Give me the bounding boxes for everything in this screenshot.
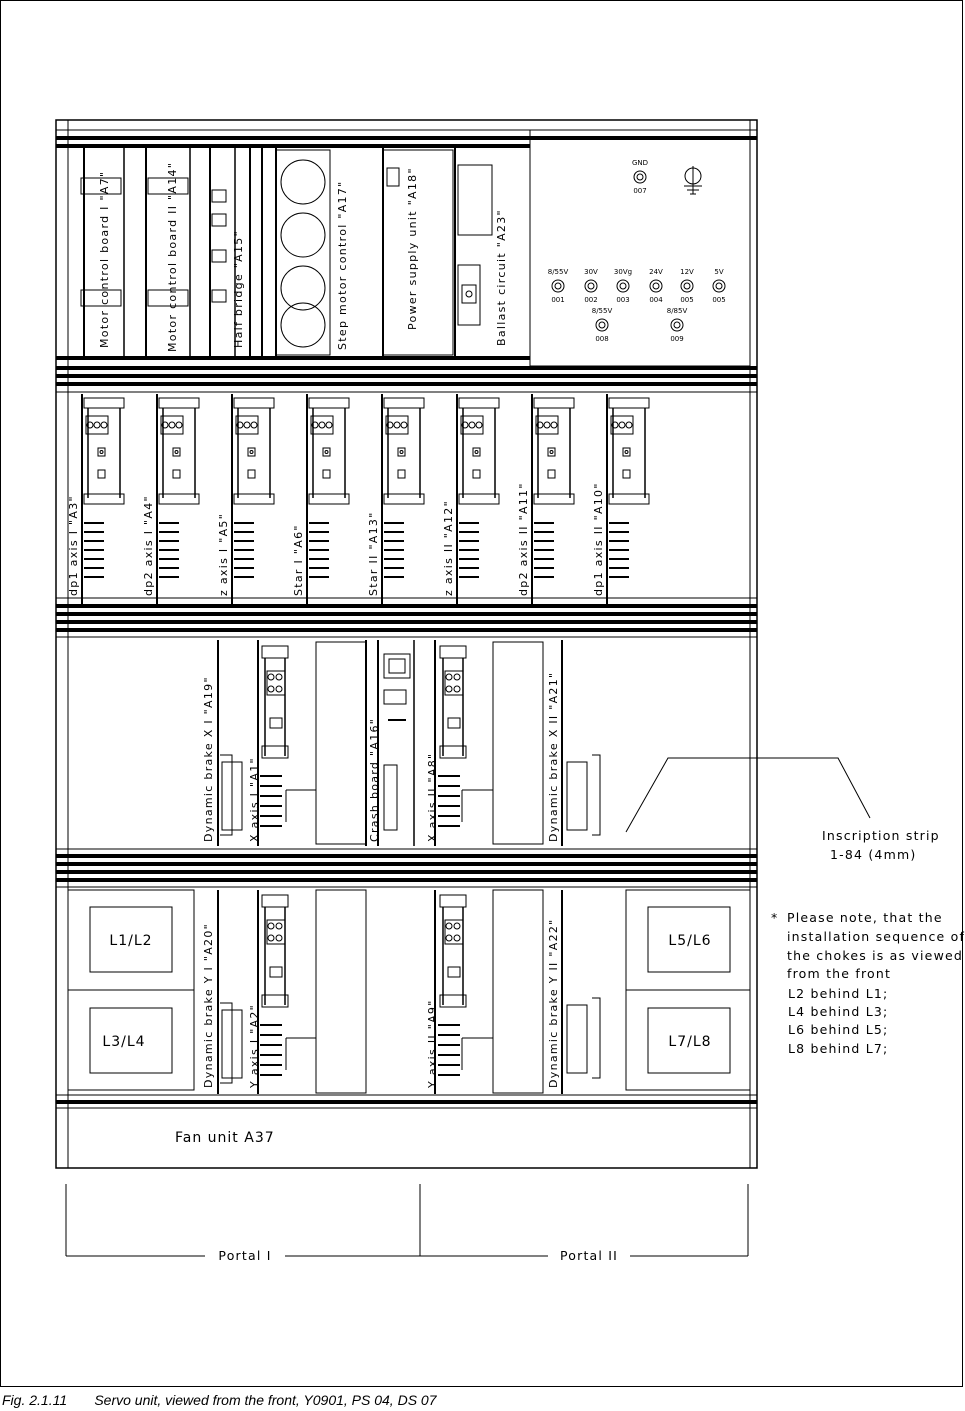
note-line: the chokes is as viewed xyxy=(787,948,964,963)
socket-code: 005 xyxy=(680,296,694,304)
portal-1-label: Portal I xyxy=(218,1248,272,1263)
socket-voltage: 12V xyxy=(680,268,694,276)
axis-card xyxy=(84,398,124,577)
label-half-bridge: Half bridge "A15" xyxy=(232,230,245,348)
label-step-motor: Step motor control "A17" xyxy=(336,180,349,350)
label-motor-board-1: Motor control board I "A7" xyxy=(98,170,111,348)
card-label: z axis II "A12" xyxy=(442,500,455,596)
label-brake-x1: Dynamic brake X I "A19" xyxy=(202,676,215,842)
axis-card xyxy=(159,398,199,577)
socket-icon xyxy=(650,280,662,292)
socket-code: 005 xyxy=(712,296,726,304)
inscription-line1: Inscription strip xyxy=(822,828,940,843)
socket-voltage: 30V xyxy=(584,268,598,276)
axis-card xyxy=(234,398,274,577)
card-label: dp1 axis I "A3" xyxy=(67,495,80,596)
figure-caption: Fig. 2.1.11 Servo unit, viewed from the front, Y0901, PS 04, DS 07 xyxy=(2,1392,437,1408)
axis-card xyxy=(384,398,424,577)
socket-voltage: 24V xyxy=(649,268,663,276)
note-line: L4 behind L3; xyxy=(788,1004,889,1019)
card-label: dp2 axis II "A11" xyxy=(517,482,530,596)
row1-modules xyxy=(81,148,492,356)
socket-icon xyxy=(617,280,629,292)
gnd-code: 007 xyxy=(633,187,647,195)
label-x-axis-1: X axis I "A1" xyxy=(248,757,261,842)
card-label: Star II "A13" xyxy=(367,511,380,596)
socket-code: 004 xyxy=(649,296,663,304)
row3-modules xyxy=(218,640,600,846)
socket-voltage: 5V xyxy=(714,268,724,276)
socket-voltage: 30Vg xyxy=(613,268,633,276)
row4-modules xyxy=(68,890,750,1094)
card-label: z axis I "A5" xyxy=(217,512,230,596)
socket-code: 002 xyxy=(584,296,598,304)
label-ballast: Ballast circuit "A23" xyxy=(495,209,508,346)
inscription-leader xyxy=(626,758,870,832)
socket-code: 003 xyxy=(616,296,630,304)
socket-code: 009 xyxy=(670,335,684,343)
gnd-socket-icon xyxy=(634,171,646,183)
socket-icon xyxy=(713,280,725,292)
inscription-line2: 1-84 (4mm) xyxy=(830,847,917,862)
socket-icon xyxy=(552,280,564,292)
note-line: installation sequence of xyxy=(787,929,965,944)
label-brake-y1: Dynamic brake Y I "A20" xyxy=(202,923,215,1088)
label-motor-board-2: Motor control board II "A14" xyxy=(166,161,179,352)
card-label: Star I "A6" xyxy=(292,524,305,596)
portal-bracket xyxy=(66,1184,748,1256)
socket-code: 008 xyxy=(595,335,609,343)
axis-card xyxy=(309,398,349,577)
socket-icon xyxy=(671,319,683,331)
note-star: * xyxy=(771,910,779,925)
choke-l3-l4: L3/L4 xyxy=(102,1034,146,1050)
socket-code: 001 xyxy=(551,296,565,304)
axis-card xyxy=(534,398,574,577)
label-crash-board: Crash board "A16" xyxy=(368,717,381,842)
note-line: Please note, that the xyxy=(787,910,943,925)
axis-card xyxy=(609,398,649,577)
choke-l5-l6: L5/L6 xyxy=(668,933,712,949)
label-y-axis-1: Y axis I "A2" xyxy=(248,1003,261,1088)
axis-card xyxy=(459,398,499,577)
note-line: L8 behind L7; xyxy=(788,1041,889,1056)
socket-icon xyxy=(596,319,608,331)
card-label: dp1 axis II "A10" xyxy=(592,482,605,596)
label-brake-y2: Dynamic brake Y II "A22" xyxy=(547,918,560,1088)
label-power-supply: Power supply unit "A18" xyxy=(406,167,419,330)
socket-voltage: 8/55V xyxy=(591,307,613,315)
gnd-label: GND xyxy=(631,159,649,167)
socket-icon xyxy=(681,280,693,292)
card-label: dp2 axis I "A4" xyxy=(142,495,155,596)
fan-unit-label: Fan unit A37 xyxy=(175,1130,275,1146)
label-brake-x2: Dynamic brake X II "A21" xyxy=(547,671,560,842)
choke-l7-l8: L7/L8 xyxy=(668,1034,712,1050)
label-y-axis-2: Y axis II "A9" xyxy=(426,999,439,1088)
socket-voltage: 8/55V xyxy=(547,268,569,276)
label-x-axis-2: X axis II "A8" xyxy=(426,752,439,842)
portal-2-label: Portal II xyxy=(559,1248,619,1263)
earth-ground-icon xyxy=(684,166,702,194)
socket-voltage: 8/85V xyxy=(666,307,688,315)
note-line: L6 behind L5; xyxy=(788,1022,889,1037)
socket-icon xyxy=(585,280,597,292)
note-line: from the front xyxy=(787,966,892,981)
choke-l1-l2: L1/L2 xyxy=(109,933,153,949)
note-line: L2 behind L1; xyxy=(788,986,889,1001)
